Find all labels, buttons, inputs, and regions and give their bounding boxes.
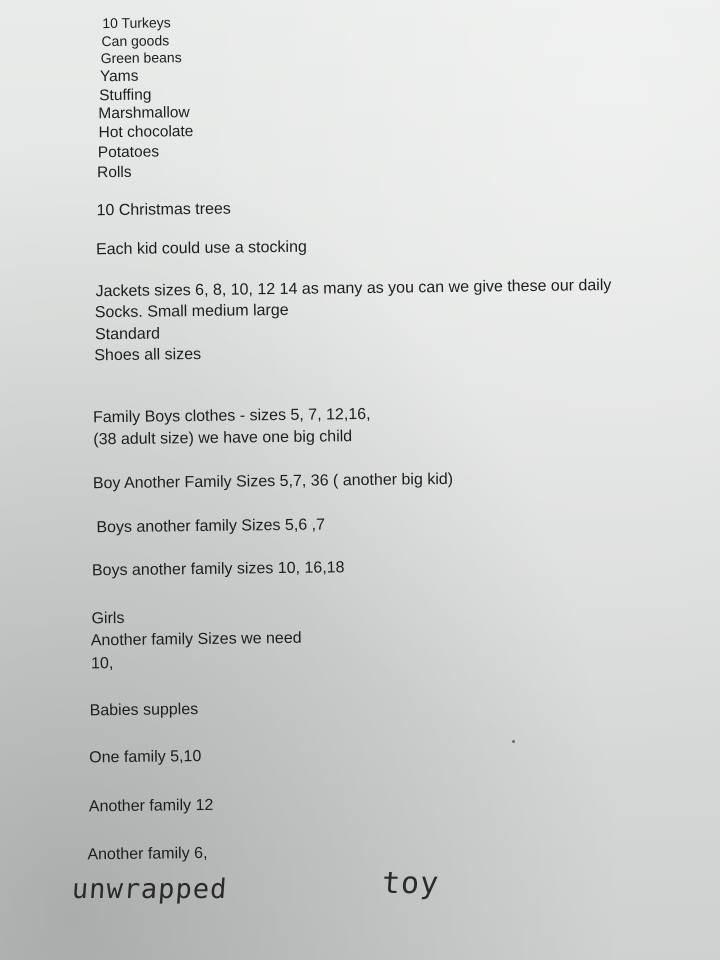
boy-another-family-line: Boy Another Family Sizes 5,7, 36 ( another big kid) (92, 470, 454, 493)
handwritten-word: toy (380, 866, 441, 901)
family-line: One family 5,10 (89, 747, 202, 767)
family-boys-line: Family Boys clothes - sizes 5, 7, 12,16, (92, 405, 371, 427)
food-item: Can goods (101, 32, 170, 50)
food-item: Yams (99, 67, 139, 86)
food-item: Stuffing (99, 86, 152, 105)
food-item: 10 Turkeys (102, 14, 171, 32)
food-item: Hot chocolate (98, 123, 194, 142)
trees-line: 10 Christmas trees (96, 200, 231, 220)
babies-line: Babies supples (89, 701, 199, 720)
boys-family-line: Boys another family Sizes 5,6 ,7 (96, 516, 326, 537)
food-item: Potatoes (97, 143, 160, 162)
stocking-line: Each kid could use a stocking (95, 238, 307, 259)
clothing-line: Jackets sizes 6, 8, 10, 12 14 as many as you can we give these our daily (95, 276, 612, 301)
food-item: Rolls (96, 163, 132, 182)
handwritten-word: unwrapped (70, 874, 229, 905)
clothing-line: Shoes all sizes (94, 345, 202, 365)
family-line: Another family 12 (88, 796, 214, 816)
girls-line: Another family Sizes we need (90, 629, 302, 650)
boys-family-line: Boys another family sizes 10, 16,18 (91, 559, 345, 580)
food-item: Marshmallow (98, 104, 190, 123)
paper-speck (512, 740, 515, 743)
food-item: Green beans (100, 49, 182, 67)
family-boys-line: (38 adult size) we have one big child (93, 428, 353, 449)
family-line: Another family 6, (87, 844, 208, 864)
clothing-line: Standard (94, 325, 161, 344)
clothing-line: Socks. Small medium large (94, 301, 289, 322)
girls-heading: Girls (91, 609, 125, 628)
girls-line: 10, (90, 655, 114, 673)
